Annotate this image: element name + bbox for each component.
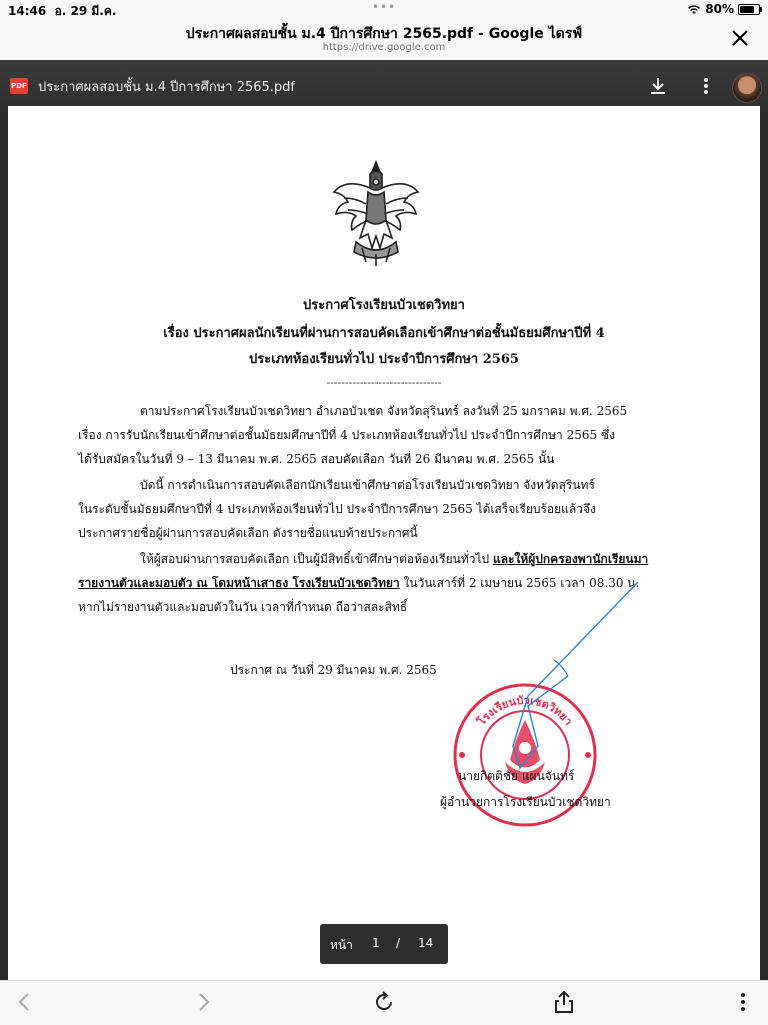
paragraph-3-time: ในวันเสาร์ที่ 2 เมษายน 2565 เวลา 08.30 น. xyxy=(399,576,640,590)
garuda-emblem-icon xyxy=(326,158,426,268)
page-total: 14 xyxy=(418,936,434,950)
paragraph-2 xyxy=(78,473,688,545)
reload-icon[interactable] xyxy=(371,989,397,1015)
page-url: https://drive.google.com xyxy=(322,42,446,53)
paragraph-3-line-3: หากไม่รายงานตัวและมอบตัวในวัน เวลาที่กำหนด ถือว่าสละสิทธิ์ xyxy=(78,600,408,614)
paragraph-2-line: ในระดับชั้นมัธยมศึกษาปีที่ 4 ประเภทห้องเรียนทั่วไป ประจำปีการศึกษา 2565 ได้เสร็จเรียบร้อยแล้วจึง xyxy=(78,502,596,516)
battery-icon xyxy=(738,4,760,15)
share-icon[interactable] xyxy=(551,989,577,1015)
announce-date: ประกาศ ณ วันที่ 29 มีนาคม พ.ศ. 2565 xyxy=(230,663,437,677)
paragraph-1-line: ได้รับสมัครในวันที่ 9 – 13 มีนาคม พ.ศ. 2565 สอบคัดเลือก วันที่ 26 มีนาคม พ.ศ. 2565 นั้น xyxy=(78,452,555,466)
paragraph-2-line: ประกาศรายชื่อผู้ผ่านการสอบคัดเลือก ดังรายชื่อแนบท้ายประกาศนี้ xyxy=(78,526,418,540)
page-divider: / xyxy=(396,936,401,950)
browser-toolbar xyxy=(0,980,768,1025)
forward-icon[interactable] xyxy=(190,989,216,1015)
close-icon[interactable] xyxy=(728,26,752,50)
pdf-file-icon: PDF xyxy=(10,78,28,94)
signer-name: นายกิตติชัย แผนจันทร์ xyxy=(458,769,575,783)
status-right xyxy=(687,2,760,16)
signer-position: ผู้อำนวยการโรงเรียนบัวเชดวิทยา xyxy=(440,795,611,809)
status-bar xyxy=(0,0,768,20)
paragraph-1-line: ตามประกาศโรงเรียนบัวเชดวิทยา อำเภอบัวเชด จังหวัดสุรินทร์ ลงวันที่ 25 มกราคม พ.ศ. 2565 xyxy=(140,404,628,418)
paragraph-3 xyxy=(78,547,688,619)
viewer-header xyxy=(0,60,768,112)
more-options-icon[interactable] xyxy=(730,989,756,1015)
download-icon[interactable] xyxy=(646,74,670,98)
battery-percent: 80% xyxy=(705,2,734,16)
paragraph-3-line-1 xyxy=(78,547,688,571)
document-page xyxy=(8,106,760,980)
paragraph-3-emphasis: และให้ผู้ปกครองพานักเรียนมา xyxy=(492,552,649,566)
file-name: ประกาศผลสอบชั้น ม.4 ปีการศึกษา 2565.pdf xyxy=(38,80,295,95)
multitasking-dots[interactable]: ••• xyxy=(372,0,397,14)
doc-heading-subject: เรื่อง ประกาศผลนักเรียนที่ผ่านการสอบคัดเลือกเข้าศึกษาต่อชั้นมัธยมศึกษาปีที่ 4 xyxy=(163,326,605,341)
paragraph-3-emphasis-location: รายงานตัวและมอบตัว ณ โดมหน้าเสาธง โรงเรียนบัวเชดวิทยา xyxy=(78,576,400,590)
page-indicator xyxy=(320,924,448,964)
paragraph-3-text: ให้ผู้สอบผ่านการสอบคัดเลือก เป็นผู้มีสิทธิ์เข้าศึกษาต่อห้องเรียนทั่วไป xyxy=(140,552,493,566)
status-time: 14:46 อ. 29 มี.ค. xyxy=(8,4,117,18)
pdf-viewer xyxy=(0,60,768,980)
account-avatar[interactable] xyxy=(732,73,762,103)
seal-school-name: โรงเรียนบัวเชดวิทยา xyxy=(475,693,575,728)
doc-heading-type: ประเภทห้องเรียนทั่วไป ประจำปีการศึกษา 2565 xyxy=(249,352,519,367)
paragraph-1-line: เรื่อง การรับนักเรียนเข้าศึกษาต่อชั้นมัธยมศึกษาปีที่ 4 ประเภทห้องเรียนทั่วไป ประจำปีการศึกษา 2565 ซึ่ง xyxy=(78,428,615,442)
page-label: หน้า xyxy=(330,938,353,952)
paragraph-2-line: บัดนี้ การดำเนินการสอบคัดเลือกนักเรียนเข้าศึกษาต่อโรงเรียนบัวเชดวิทยา จังหวัดสุรินทร์ xyxy=(140,478,595,492)
doc-heading-school: ประกาศโรงเรียนบัวเชดวิทยา xyxy=(303,298,465,313)
browser-title-bar xyxy=(0,20,768,60)
doc-separator: ------------------------------- xyxy=(326,376,442,389)
back-icon[interactable] xyxy=(12,989,38,1015)
paragraph-1 xyxy=(78,399,688,471)
page-current: 1 xyxy=(372,936,380,950)
more-vert-icon[interactable] xyxy=(694,74,718,98)
paragraph-3-line-2 xyxy=(78,571,688,595)
page-title: ประกาศผลสอบชั้น ม.4 ปีการศึกษา 2565.pdf - Google ไดรฟ์ xyxy=(185,26,583,42)
wifi-icon xyxy=(687,4,701,15)
